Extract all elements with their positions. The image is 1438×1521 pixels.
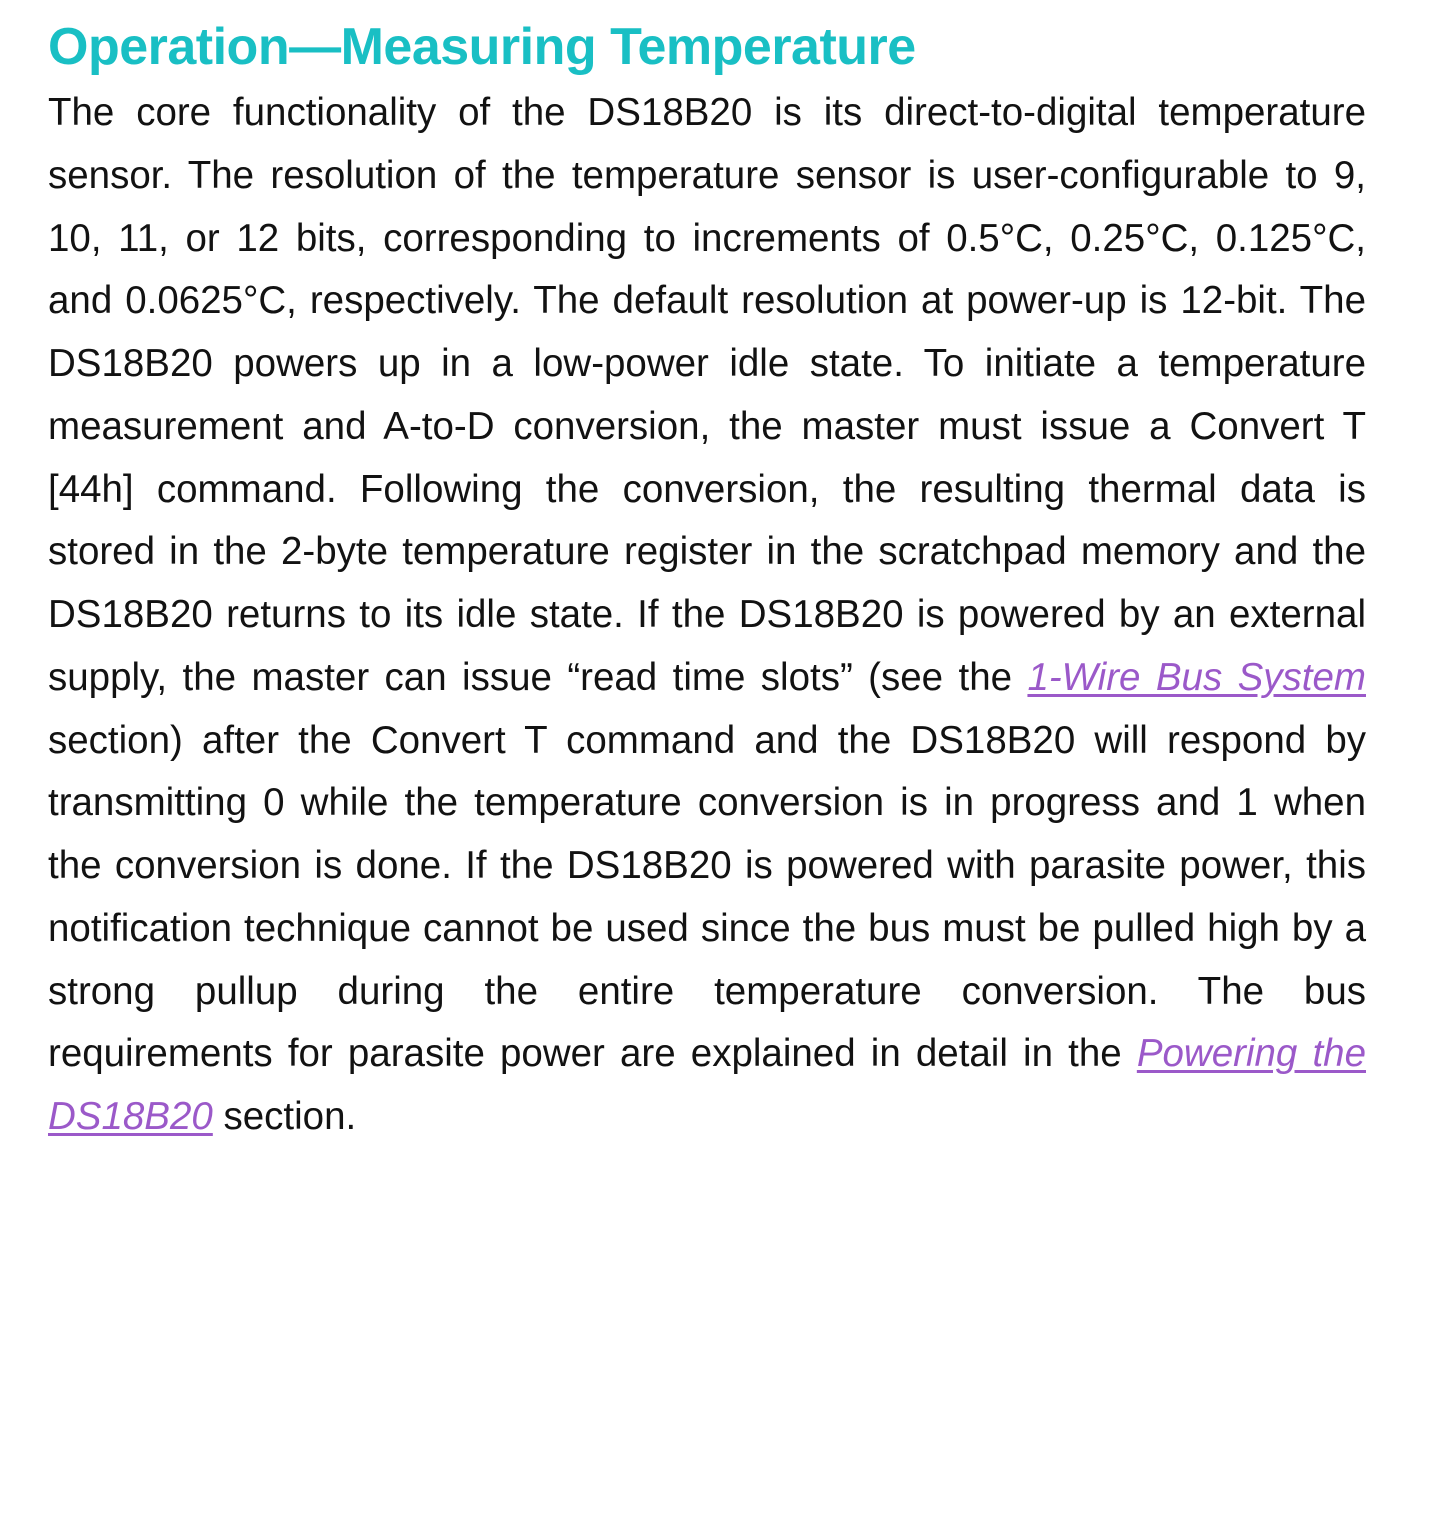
cross-reference-link-powering-the-ds18b20[interactable]: Powering the DS18B20 [48,1032,1366,1139]
paragraph-segment-2: section) after the Convert T command and the DS18B20 will respond by transmitting 0 while the temperature conversion is in progress and 1 when the conversion is done. If the DS18B20 is powered with parasite power, this notification technique cannot be used since the bus must be pulled high by a strong pullup during the entire temperature conversion. The bus requirements for parasite power are explained in detail in the [48,718,1366,1076]
body-paragraph [48,82,1366,1149]
cross-reference-link-1-wire-bus-system[interactable]: 1-Wire Bus System [1027,655,1366,699]
paragraph-text [48,82,1366,1149]
paragraph-segment-3: section. [212,1095,357,1139]
paragraph-segment-1: The core functionality of the DS18B20 is its direct-to-digital temperature sensor. The resolution of the temperature sensor is user-configurable to 9, 10, 11, or 12 bits, corresponding to increments of 0.5°C, 0.25°C, 0.125°C, and 0.0625°C, respectively. The default resolution at power-up is 12-bit. The DS18B20 powers up in a low-power idle state. To initiate a temperature measurement and A-to-D conversion, the master must issue a Convert T [44h] command. Following the conversion, the resulting thermal data is stored in the 2-byte temperature register in the scratchpad memory and the DS18B20 returns to its idle state. If the DS18B20 is powered by an external supply, the master can issue “read time slots” (see the [48,91,1366,699]
page-title: Operation—Measuring Temperature [48,18,916,76]
